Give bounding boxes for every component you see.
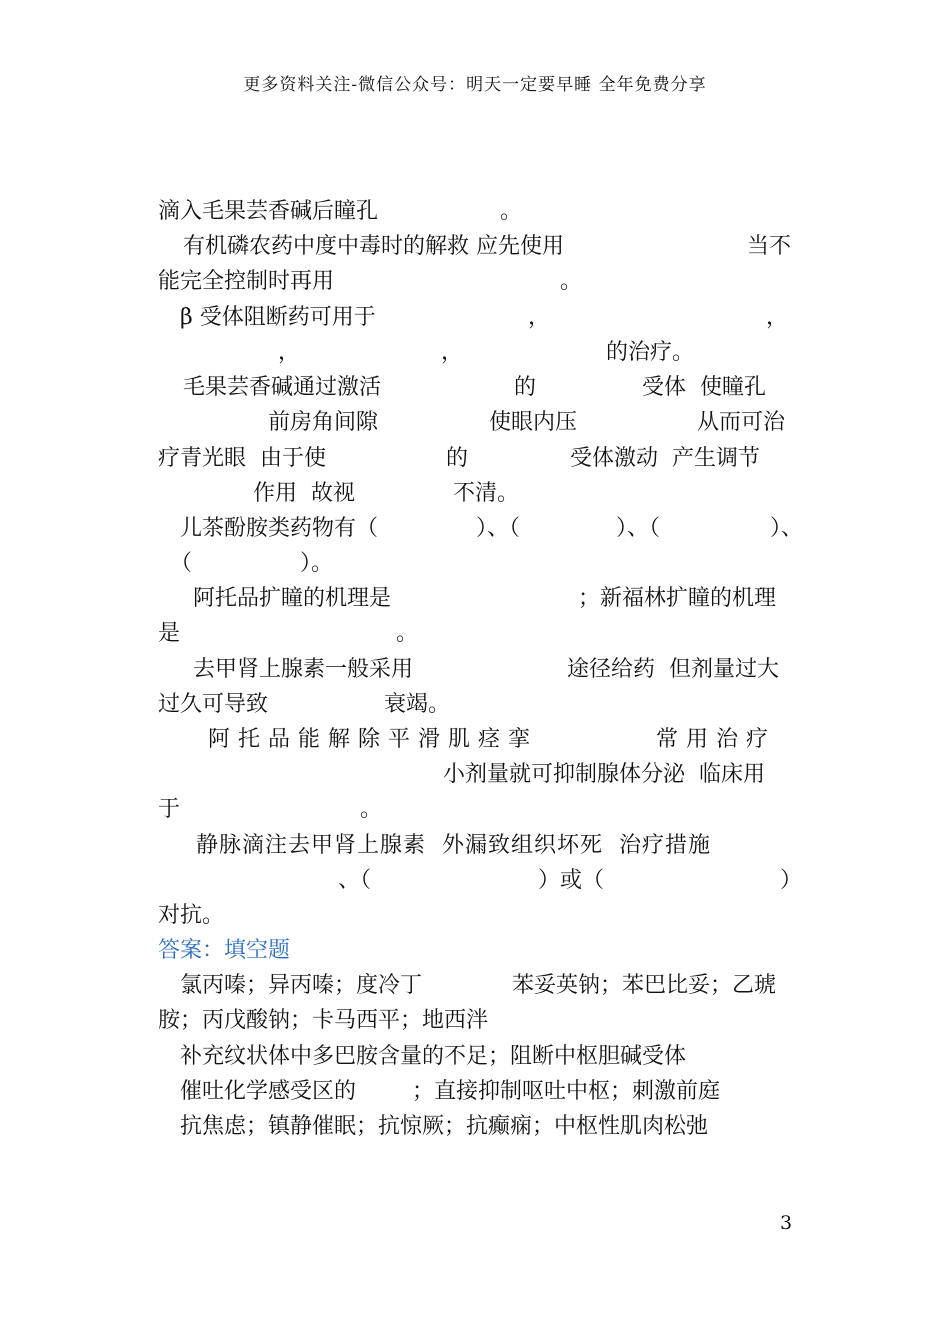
answer-line: 催吐化学感受区的 xyxy=(180,1079,357,1104)
question-line: 是 xyxy=(158,621,181,646)
question-line: 的 xyxy=(514,375,537,400)
question-line: 去甲肾上腺素一般采用 xyxy=(193,657,414,682)
page-number: 3 xyxy=(780,1212,793,1234)
question-line: 前房角间隙 xyxy=(268,410,379,435)
answer-line: ；直接抑制呕吐中枢；刺激前庭 xyxy=(412,1079,721,1104)
question-line: ）、（ xyxy=(476,516,521,541)
question-line: 。 xyxy=(360,797,383,822)
question-line: 滴入毛果芸香碱后瞳孔 xyxy=(158,199,379,224)
question-line: 常用治疗 xyxy=(656,727,777,752)
question-line: β 受体阻断药可用于 xyxy=(180,305,376,330)
page-header: 更多资料关注-微信公众号：明天一定要早睡 全年免费分享 xyxy=(243,75,707,95)
question-line: ；新福林扩瞳的机理 xyxy=(578,586,777,611)
question-line: 从而可治 xyxy=(697,410,786,435)
question-line: 受体 使瞳孔 xyxy=(642,375,766,400)
question-line: 受体激动 产生调节 xyxy=(570,446,760,471)
question-line: 静脉滴注去甲肾上腺素 外漏致组织坏死 治疗措施 xyxy=(196,833,711,858)
question-line: 不清。 xyxy=(453,481,520,506)
question-line: 。 xyxy=(500,199,523,224)
question-line: ）、（ xyxy=(616,516,661,541)
answer-line: 补充纹状体中多巴胺含量的不足；阻断中枢胆碱受体 xyxy=(180,1044,687,1069)
question-line: 小剂量就可抑制腺体分泌 临床用 xyxy=(443,762,765,787)
question-line: （ xyxy=(170,551,193,576)
question-line: 。 xyxy=(560,269,583,294)
question-line: 对抗。 xyxy=(158,903,225,928)
question-line: ， xyxy=(528,305,551,330)
question-line: ）、 xyxy=(770,516,804,541)
question-line: 毛果芸香碱通过激活 xyxy=(183,375,382,400)
question-line: 的治疗。 xyxy=(606,340,695,365)
question-line: ）。 xyxy=(300,551,334,576)
question-line: ） xyxy=(780,868,803,893)
question-line: 作用 故视 xyxy=(253,481,355,506)
question-line: 、（ xyxy=(338,868,372,893)
question-line: 阿托品扩瞳的机理是 xyxy=(193,586,392,611)
answer-line: 苯妥英钠；苯巴比妥；乙琥 xyxy=(512,973,777,998)
question-line: 阿托品能解除平滑肌痉挛 xyxy=(208,727,539,752)
question-line: 能完全控制时再用 xyxy=(158,269,335,294)
question-line: 于 xyxy=(158,797,181,822)
question-line: 途径给药 但剂量过大 xyxy=(567,657,779,682)
question-line: 有机磷农药中度中毒时的解救 应先使用 xyxy=(183,234,564,259)
question-line: 过久可导致 xyxy=(158,692,269,717)
question-line: ， xyxy=(278,340,301,365)
question-line: 衰竭。 xyxy=(384,692,451,717)
question-line: 当不 xyxy=(747,234,792,259)
question-line: 的 xyxy=(446,446,469,471)
answer-line: 抗焦虑；镇静催眠；抗惊厥；抗癫痫；中枢性肌肉松弛 xyxy=(180,1114,709,1139)
answer-line: 胺；丙戊酸钠；卡马西平；地西泮 xyxy=(158,1008,489,1033)
question-line: 使眼内压 xyxy=(489,410,578,435)
question-line: ， xyxy=(441,340,464,365)
question-line: ， xyxy=(766,305,789,330)
question-line: ）或（ xyxy=(538,868,605,893)
answer-line: 氯丙嗪；异丙嗪；度冷丁 xyxy=(180,973,423,998)
question-line: 儿茶酚胺类药物有（ xyxy=(180,516,379,541)
question-line: 。 xyxy=(396,621,419,646)
answer-heading: 答案：填空题 xyxy=(158,938,291,963)
question-line: 疗青光眼 由于使 xyxy=(158,446,326,471)
